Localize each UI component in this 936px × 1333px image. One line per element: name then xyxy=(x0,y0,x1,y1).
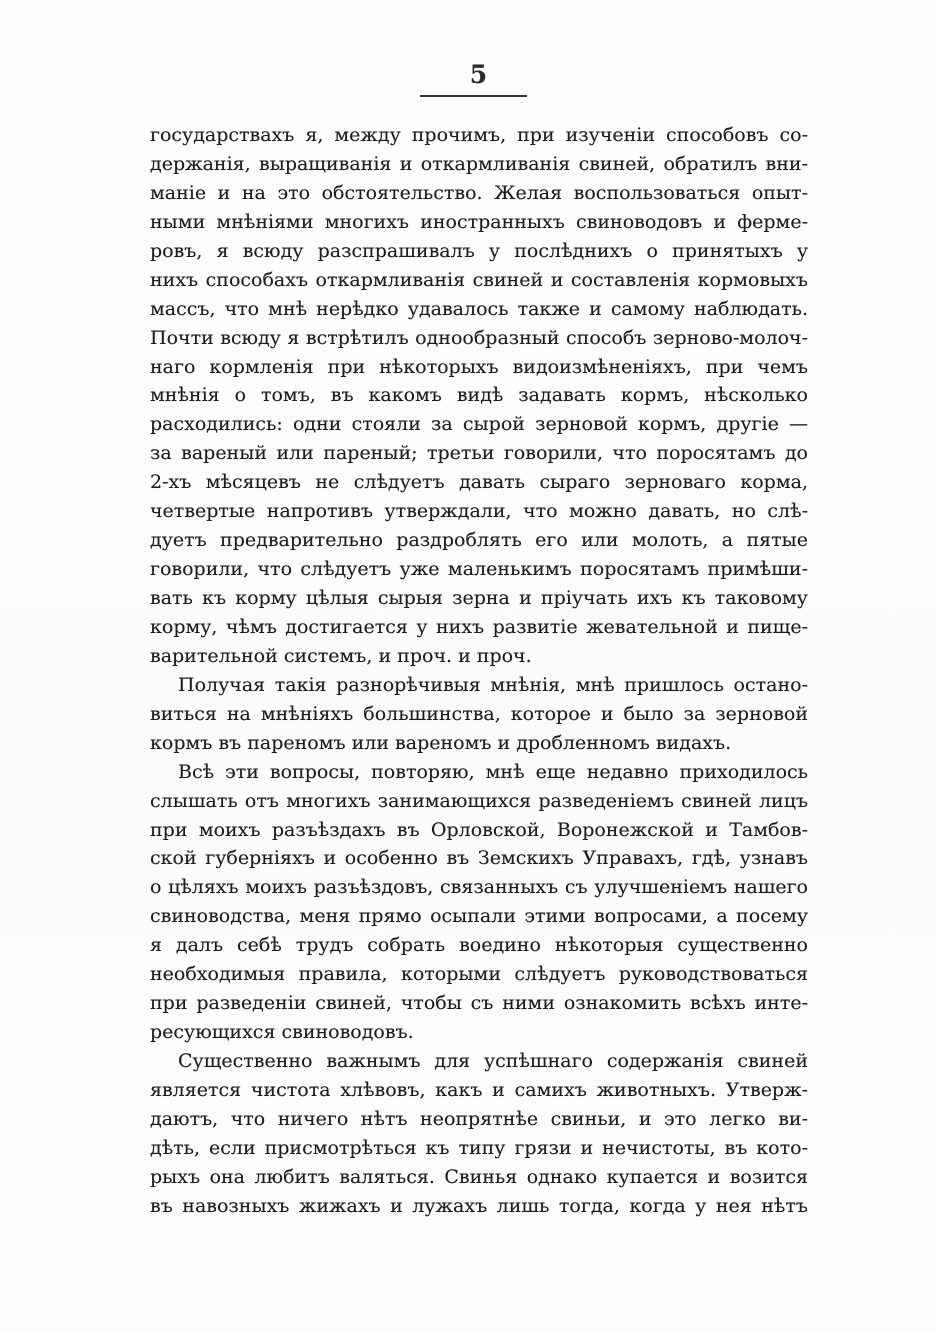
text-line: Существенно важнымъ для успѣшнаго содержанія свиней xyxy=(178,1050,808,1072)
text-line: говорили, что слѣдуетъ уже маленькимъ поросятамъ примѣши- xyxy=(150,558,808,581)
text-line: ской губерніяхъ и особенно въ Земскихъ Управахъ, гдѣ, узнавъ xyxy=(150,847,808,870)
text-line: Получая такія разнорѣчивыя мнѣнія, мнѣ пришлось остано- xyxy=(178,673,808,696)
text-line: кормъ въ пареномъ или вареномъ и дробленномъ видахъ. xyxy=(150,731,732,754)
text-line: ными мнѣніями многихъ иностранныхъ свиноводовъ и ферме- xyxy=(150,210,808,233)
text-line: маніе и на это обстоятельство. Желая воспользоваться опыт- xyxy=(150,181,808,204)
text-line: варительной системъ, и проч. и проч. xyxy=(150,644,532,667)
text-line: четвертые напротивъ утверждали, что можно давать, но слѣ- xyxy=(150,500,808,523)
text-line: я далъ себѣ трудъ собрать воедино нѣкоторыя существенно xyxy=(150,934,808,957)
text-line: рыхъ она любитъ валяться. Свинья однако купается и возится xyxy=(150,1165,808,1188)
text-line: мнѣнія о томъ, въ какомъ видѣ задавать кормъ, нѣсколько xyxy=(150,384,808,407)
text-line: о цѣляхъ моихъ разъѣздовъ, связанныхъ съ улучшеніемъ нашего xyxy=(150,876,808,899)
text-line: виться на мнѣніяхъ большинства, которое и было за зерновой xyxy=(150,702,808,725)
text-line: даютъ, что ничего нѣтъ неопрятнѣе свиньи, и это легко ви- xyxy=(150,1107,808,1130)
text-line: Почти всюду я встрѣтилъ однообразный способъ зерново-молоч- xyxy=(150,326,808,349)
text-line: держанія, выращиванія и откармливанія свиней, обратилъ вни- xyxy=(150,152,808,175)
body-text xyxy=(150,121,808,1221)
text-line: расходились: одни стояли за сырой зерновой кормъ, другіе — xyxy=(150,413,808,436)
text-line: вать къ корму цѣлыя сырыя зерна и пріучать ихъ къ таковому xyxy=(150,587,808,609)
text-line: государствахъ я, между прочимъ, при изученіи способовъ со- xyxy=(150,124,808,146)
text-line: слышать отъ многихъ занимающихся разведеніемъ свиней лицъ xyxy=(150,789,808,812)
text-line: Всѣ эти вопросы, повторяю, мнѣ еще недавно приходилось xyxy=(178,760,808,783)
text-line: свиноводства, меня прямо осыпали этими вопросами, а посему xyxy=(150,905,808,928)
page-header xyxy=(150,60,808,97)
text-line: дуетъ предварительно раздроблять его или молоть, а пятые xyxy=(150,529,808,552)
text-line: за вареный или пареный; третьи говорили, что поросятамъ до xyxy=(150,442,808,465)
text-line: 2-хъ мѣсяцевъ не слѣдуетъ давать сыраго зерноваго корма, xyxy=(150,471,808,494)
text-line: необходимыя правила, которыми слѣдуетъ руководствоваться xyxy=(150,963,808,986)
text-line: наго кормленія при нѣкоторыхъ видоизмѣненіяхъ, при чемъ xyxy=(150,355,808,378)
text-line: является чистота хлѣвовъ, какъ и самихъ животныхъ. Утверж- xyxy=(150,1078,808,1101)
text-line: нихъ способахъ откармливанія свиней и составленія кормовыхъ xyxy=(150,268,808,291)
text-line: въ навозныхъ жижахъ и лужахъ лишь тогда, когда у нея нѣтъ xyxy=(150,1194,808,1217)
text-line: ресующихся свиноводовъ. xyxy=(150,1021,414,1044)
text-line: корму, чѣмъ достигается у нихъ развитіе жевательной и пище- xyxy=(150,615,808,638)
text-line: массъ, что мнѣ нерѣдко удавалось также и самому наблюдать. xyxy=(150,297,808,320)
header-rule xyxy=(420,95,527,97)
text-line: при разведеніи свиней, чтобы съ ними ознакомить всѣхъ инте- xyxy=(150,992,808,1015)
text-line: ровъ, я всюду разспрашивалъ у послѣднихъ о принятыхъ у xyxy=(150,239,808,262)
text-line: дѣть, если присмотрѣться къ типу грязи и нечистоты, въ кото- xyxy=(150,1136,808,1159)
page-number: 5 xyxy=(469,60,489,89)
text-line: при моихъ разъѣздахъ въ Орловской, Воронежской и Тамбов- xyxy=(150,818,808,841)
